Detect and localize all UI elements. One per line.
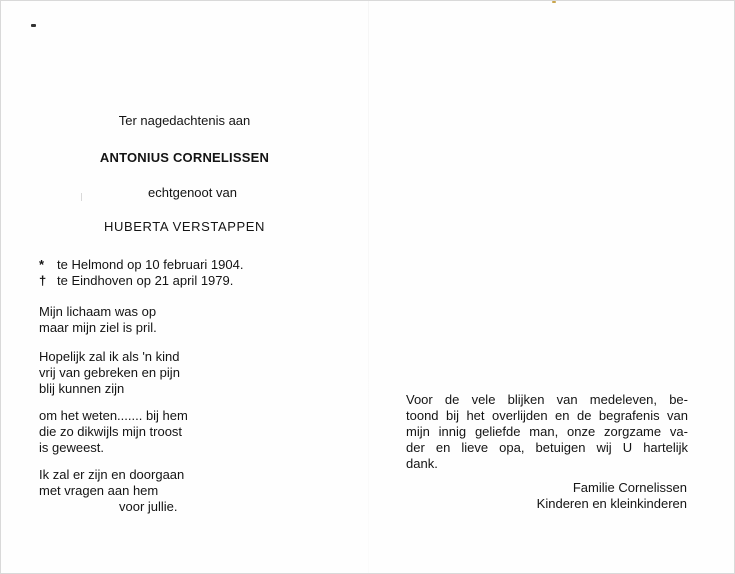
poem-line: Hopelijk zal ik als 'n kind <box>39 349 180 364</box>
card-fold <box>368 1 369 573</box>
thank-you-line: der en lieve opa, betuigen wij U hartelijk <box>406 440 688 455</box>
birth-line: te Helmond op 10 februari 1904. <box>57 257 244 272</box>
poem-stanza-four <box>39 467 214 515</box>
poem-line: om het weten....... bij hem <box>39 408 188 423</box>
poem-line: voor jullie. <box>119 499 178 514</box>
thank-you-line: dank. <box>406 456 438 471</box>
thank-you-line: toond bij het overlijden en de begrafenis van <box>406 408 688 423</box>
poem-line: Ik zal er zijn en doorgaan <box>39 467 185 482</box>
thank-you-line: mijn innig geliefde man, onze zorgzame va- <box>406 424 688 439</box>
poem-stanza-two <box>39 349 214 397</box>
deceased-name: ANTONIUS CORNELISSEN <box>99 150 270 165</box>
poem-line: Mijn lichaam was op <box>39 304 157 319</box>
birth-star-icon: * <box>39 257 45 272</box>
poem-line: blij kunnen zijn <box>39 381 125 396</box>
death-line-row <box>39 273 233 289</box>
poem-line: maar mijn ziel is pril. <box>39 320 157 335</box>
birth-line-row <box>39 257 243 273</box>
poem-line: die zo dikwijls mijn troost <box>39 424 183 439</box>
thank-you-line: Voor de vele blijken van medeleven, be- <box>406 392 688 407</box>
death-line: te Eindhoven op 21 april 1979. <box>57 273 234 288</box>
death-cross-icon: † <box>39 273 47 288</box>
spouse-line: echtgenoot van <box>148 185 237 200</box>
signature-family: Familie Cornelissen <box>572 480 687 495</box>
poem-line: is geweest. <box>39 440 105 455</box>
poem-stanza-three <box>39 408 214 456</box>
paper-speck-top <box>552 1 556 3</box>
paper-speck <box>31 24 36 27</box>
poem-line: met vragen aan hem <box>39 483 159 498</box>
poem-stanza-one <box>39 304 214 336</box>
spouse-name: HUBERTA VERSTAPPEN <box>103 219 266 234</box>
memorial-line: Ter nagedachtenis aan <box>118 113 251 128</box>
thank-you-text <box>406 392 688 472</box>
poem-line: vrij van gebreken en pijn <box>39 365 180 380</box>
signature-relatives: Kinderen en kleinkinderen <box>536 496 687 511</box>
